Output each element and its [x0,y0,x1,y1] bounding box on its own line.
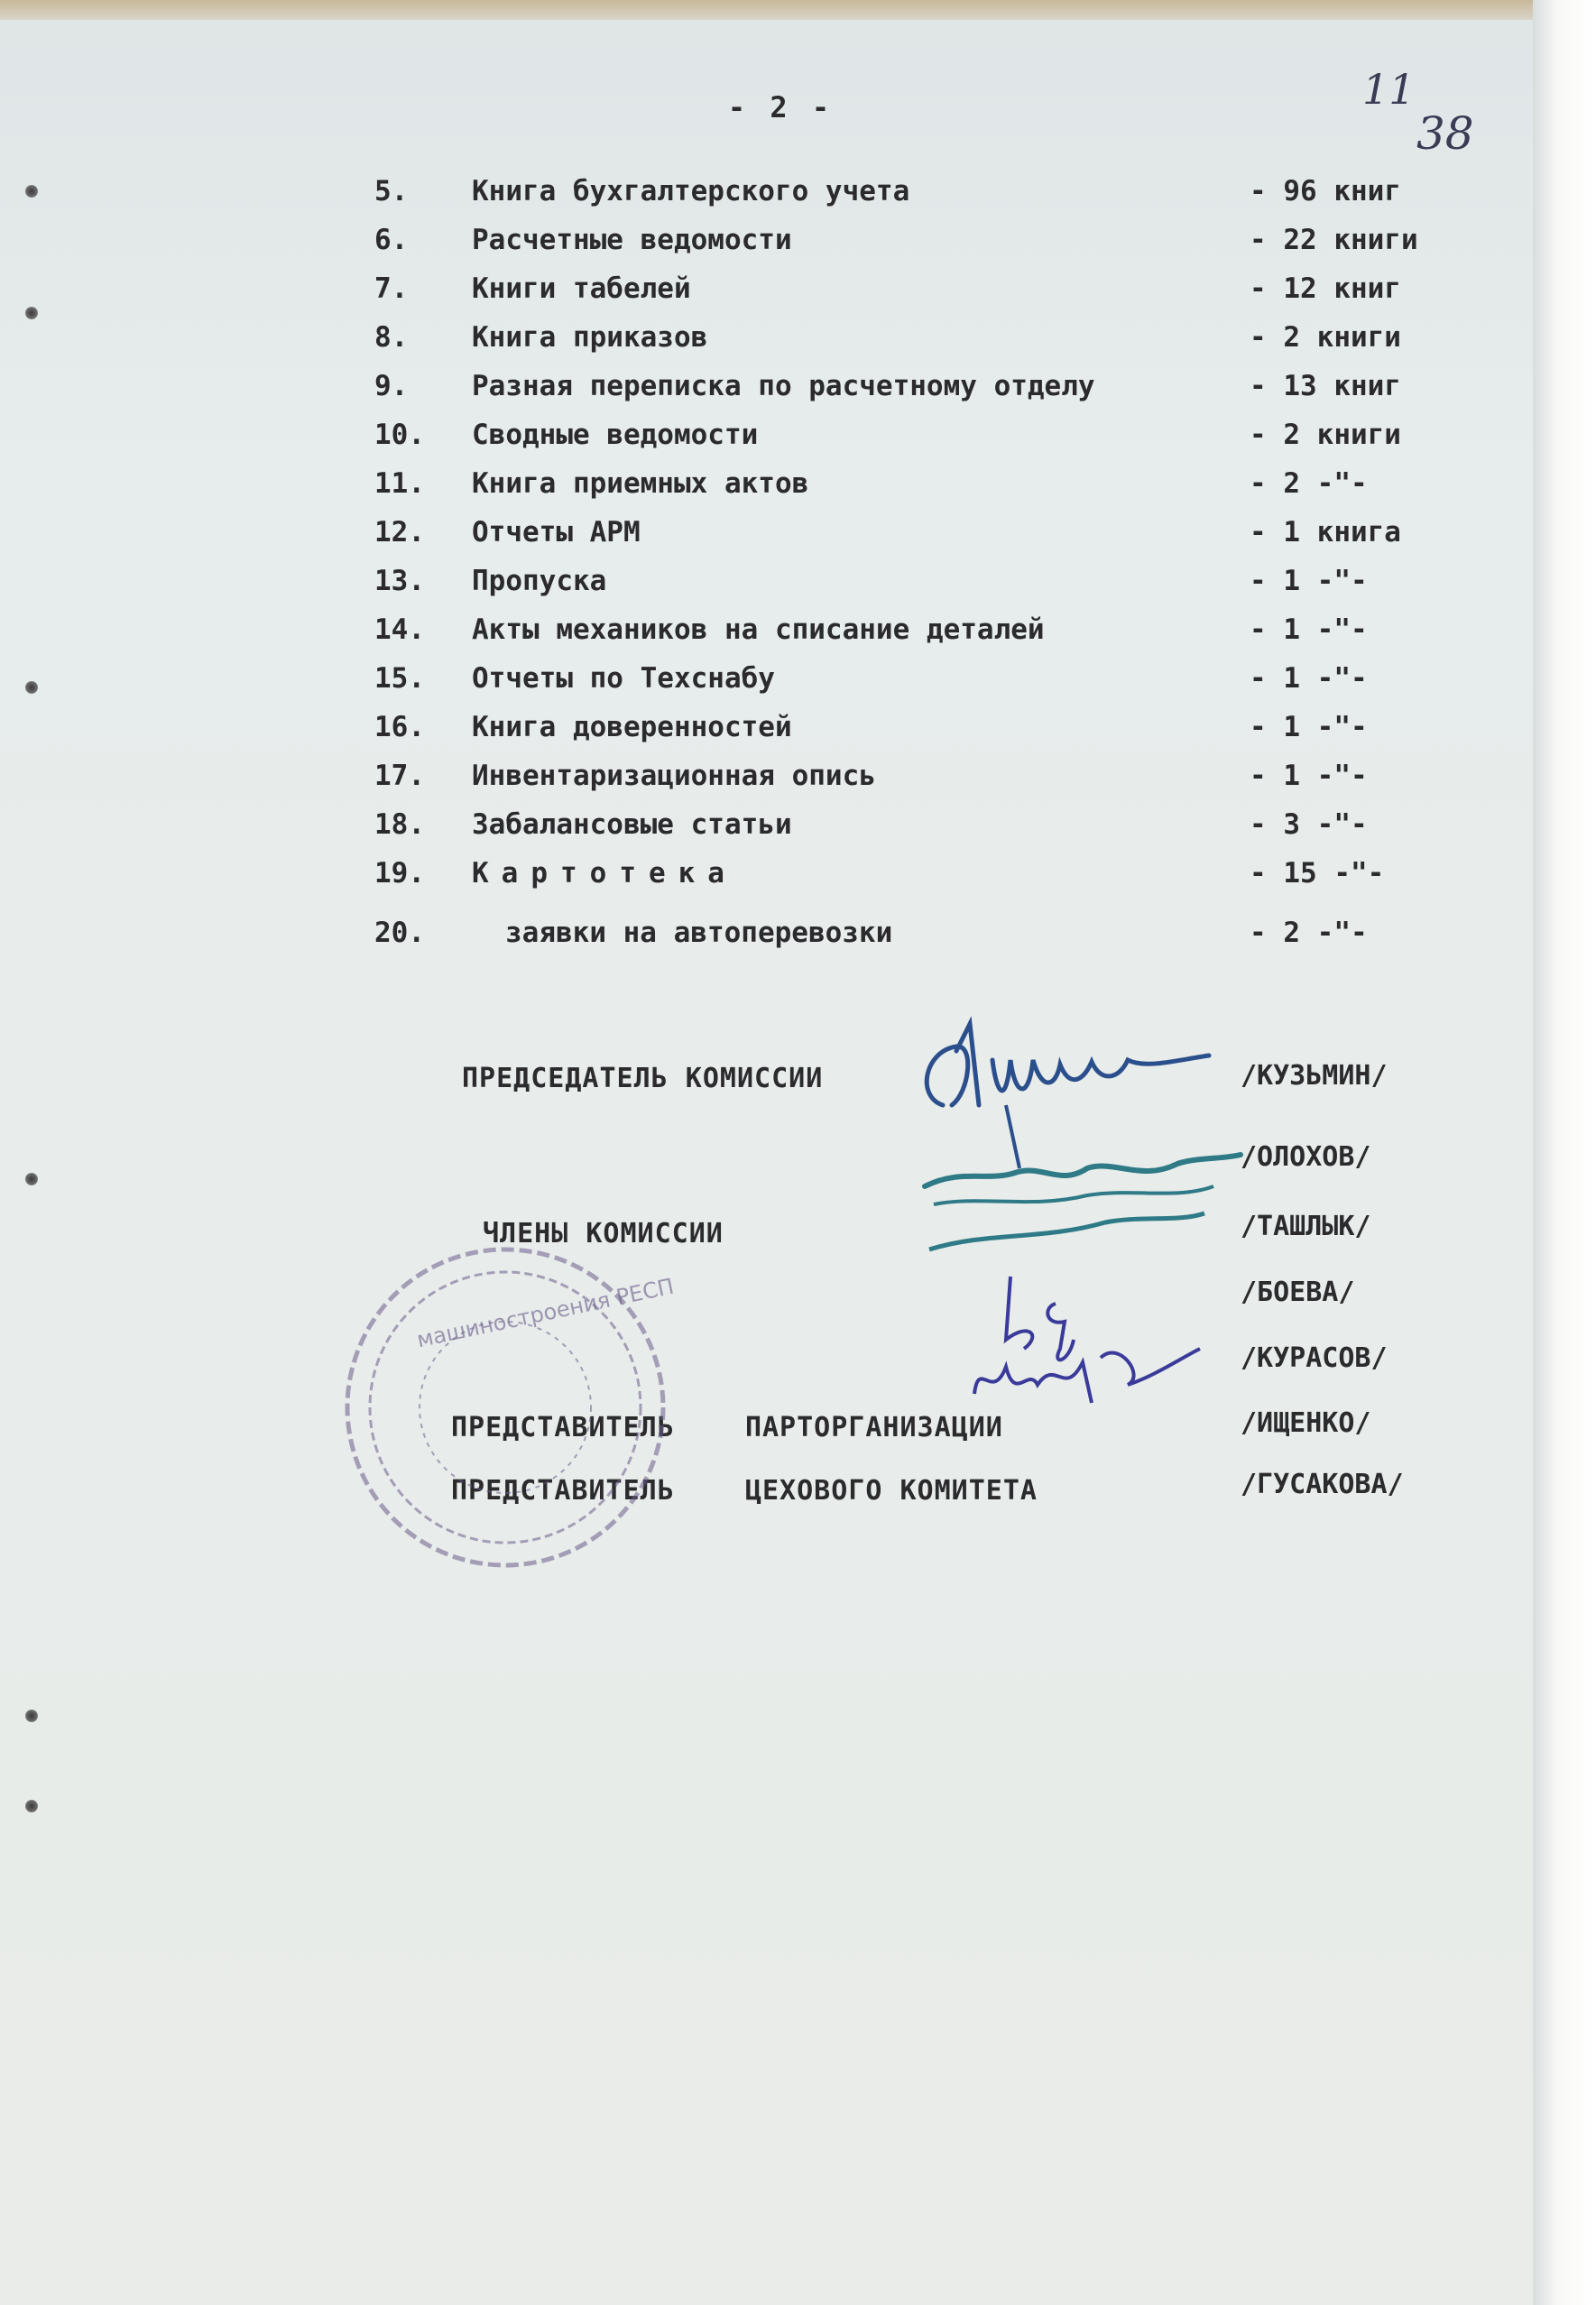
item-quantity: - 96 книг [1250,175,1401,207]
item-title: Разная переписка по расчетному отделу [472,370,1095,402]
item-title: Забалансовые статьи [472,808,792,841]
item-quantity: - 2 -"- [1250,467,1368,500]
list-item [0,413,1596,456]
item-number: 17. [374,760,425,792]
item-title: Расчетные ведомости [472,224,792,256]
list-item [0,267,1596,310]
party-org-word: ПАРТОРГАНИЗАЦИИ [744,1412,1003,1443]
item-number: 18. [374,808,425,841]
item-quantity: - 1 -"- [1250,662,1368,695]
member-name: /ТАШЛЫК/ [1241,1211,1371,1242]
item-title: Пропуска [472,565,607,597]
item-number: 19. [374,857,425,890]
list-item [0,911,1596,954]
item-title: Книга доверенностей [472,711,792,743]
archive-mark-new: 38 [1416,107,1474,160]
binder-hole [25,1173,38,1185]
list-item [0,705,1596,749]
item-number: 16. [374,711,425,743]
list-item [0,559,1596,603]
item-title: Инвентаризационная опись [472,760,876,792]
list-item [0,462,1596,505]
list-item [0,657,1596,700]
item-quantity: - 2 книги [1250,419,1401,451]
item-quantity: - 2 -"- [1250,917,1368,949]
union-committee-word: ЦЕХОВОГО КОМИТЕТА [744,1475,1038,1507]
item-title: Картотека [472,857,737,890]
item-number: 9. [374,370,409,402]
binder-hole [25,1710,38,1722]
official-stamp [334,1227,677,1588]
chairman-label: ПРЕДСЕДАТЕЛЬ КОМИССИИ [462,1063,824,1094]
member-signature [907,1132,1250,1268]
item-quantity: - 1 -"- [1250,565,1368,597]
item-title: Акты механиков на списание деталей [472,613,1045,646]
members-label: ЧЛЕНЫ КОМИССИИ [483,1218,724,1249]
party-rep-name: /ИЩЕНКО/ [1241,1407,1371,1439]
item-quantity: - 13 книг [1250,370,1401,402]
list-item [0,218,1596,262]
list-item [0,316,1596,359]
item-number: 8. [374,321,409,354]
list-item [0,170,1596,213]
item-quantity: - 22 книги [1250,224,1418,256]
item-quantity: - 12 книг [1250,272,1401,305]
member-name: /БОЕВА/ [1241,1277,1355,1308]
item-quantity: - 3 -"- [1250,808,1368,841]
item-number: 12. [374,516,425,549]
item-quantity: - 15 -"- [1250,857,1385,890]
folder-edge [0,0,1596,20]
member-name: /ОЛОХОВ/ [1241,1141,1371,1173]
party-rep-word: ПРЕДСТАВИТЕЛЬ [451,1412,675,1443]
list-item [0,511,1596,554]
item-quantity: - 1 -"- [1250,711,1368,743]
item-quantity: - 1 -"- [1250,760,1368,792]
union-rep-word: ПРЕДСТАВИТЕЛЬ [451,1475,675,1507]
page-number: - 2 - [727,90,834,124]
list-item [0,364,1596,408]
member-name: /КУРАСОВ/ [1241,1342,1388,1374]
archive-mark-old: 11 [1362,65,1416,114]
item-number: 5. [374,175,409,207]
item-number: 15. [374,662,425,695]
member-signature-2 [956,1249,1227,1430]
item-quantity: - 1 книга [1250,516,1401,549]
item-title: Книга приемных актов [472,467,809,500]
list-item [0,754,1596,798]
item-title: Книга бухгалтерского учета [472,175,910,207]
item-number: 14. [374,613,425,646]
stamp-text: машиностроения РЕСП [414,1273,677,1353]
item-number: 13. [374,565,425,597]
list-item [0,803,1596,846]
chairman-name: /КУЗЬМИН/ [1241,1060,1388,1092]
union-rep-name: /ГУСАКОВА/ [1241,1469,1404,1500]
item-quantity: - 2 книги [1250,321,1401,354]
item-number: 10. [374,419,425,451]
binder-hole [25,1800,38,1812]
item-number: 11. [374,467,425,500]
item-title: заявки на автоперевозки [505,917,893,949]
archive-sheet-number [1353,63,1507,171]
item-title: Отчеты по Техснабу [472,662,775,695]
item-number: 7. [374,272,409,305]
list-item [0,608,1596,651]
item-title: Отчеты АРМ [472,516,641,549]
item-title: Книга приказов [472,321,708,354]
item-number: 20. [374,917,425,949]
item-title: Книги табелей [472,272,691,305]
item-number: 6. [374,224,409,256]
list-item [0,852,1596,895]
item-quantity: - 1 -"- [1250,613,1368,646]
item-title: Сводные ведомости [472,419,759,451]
